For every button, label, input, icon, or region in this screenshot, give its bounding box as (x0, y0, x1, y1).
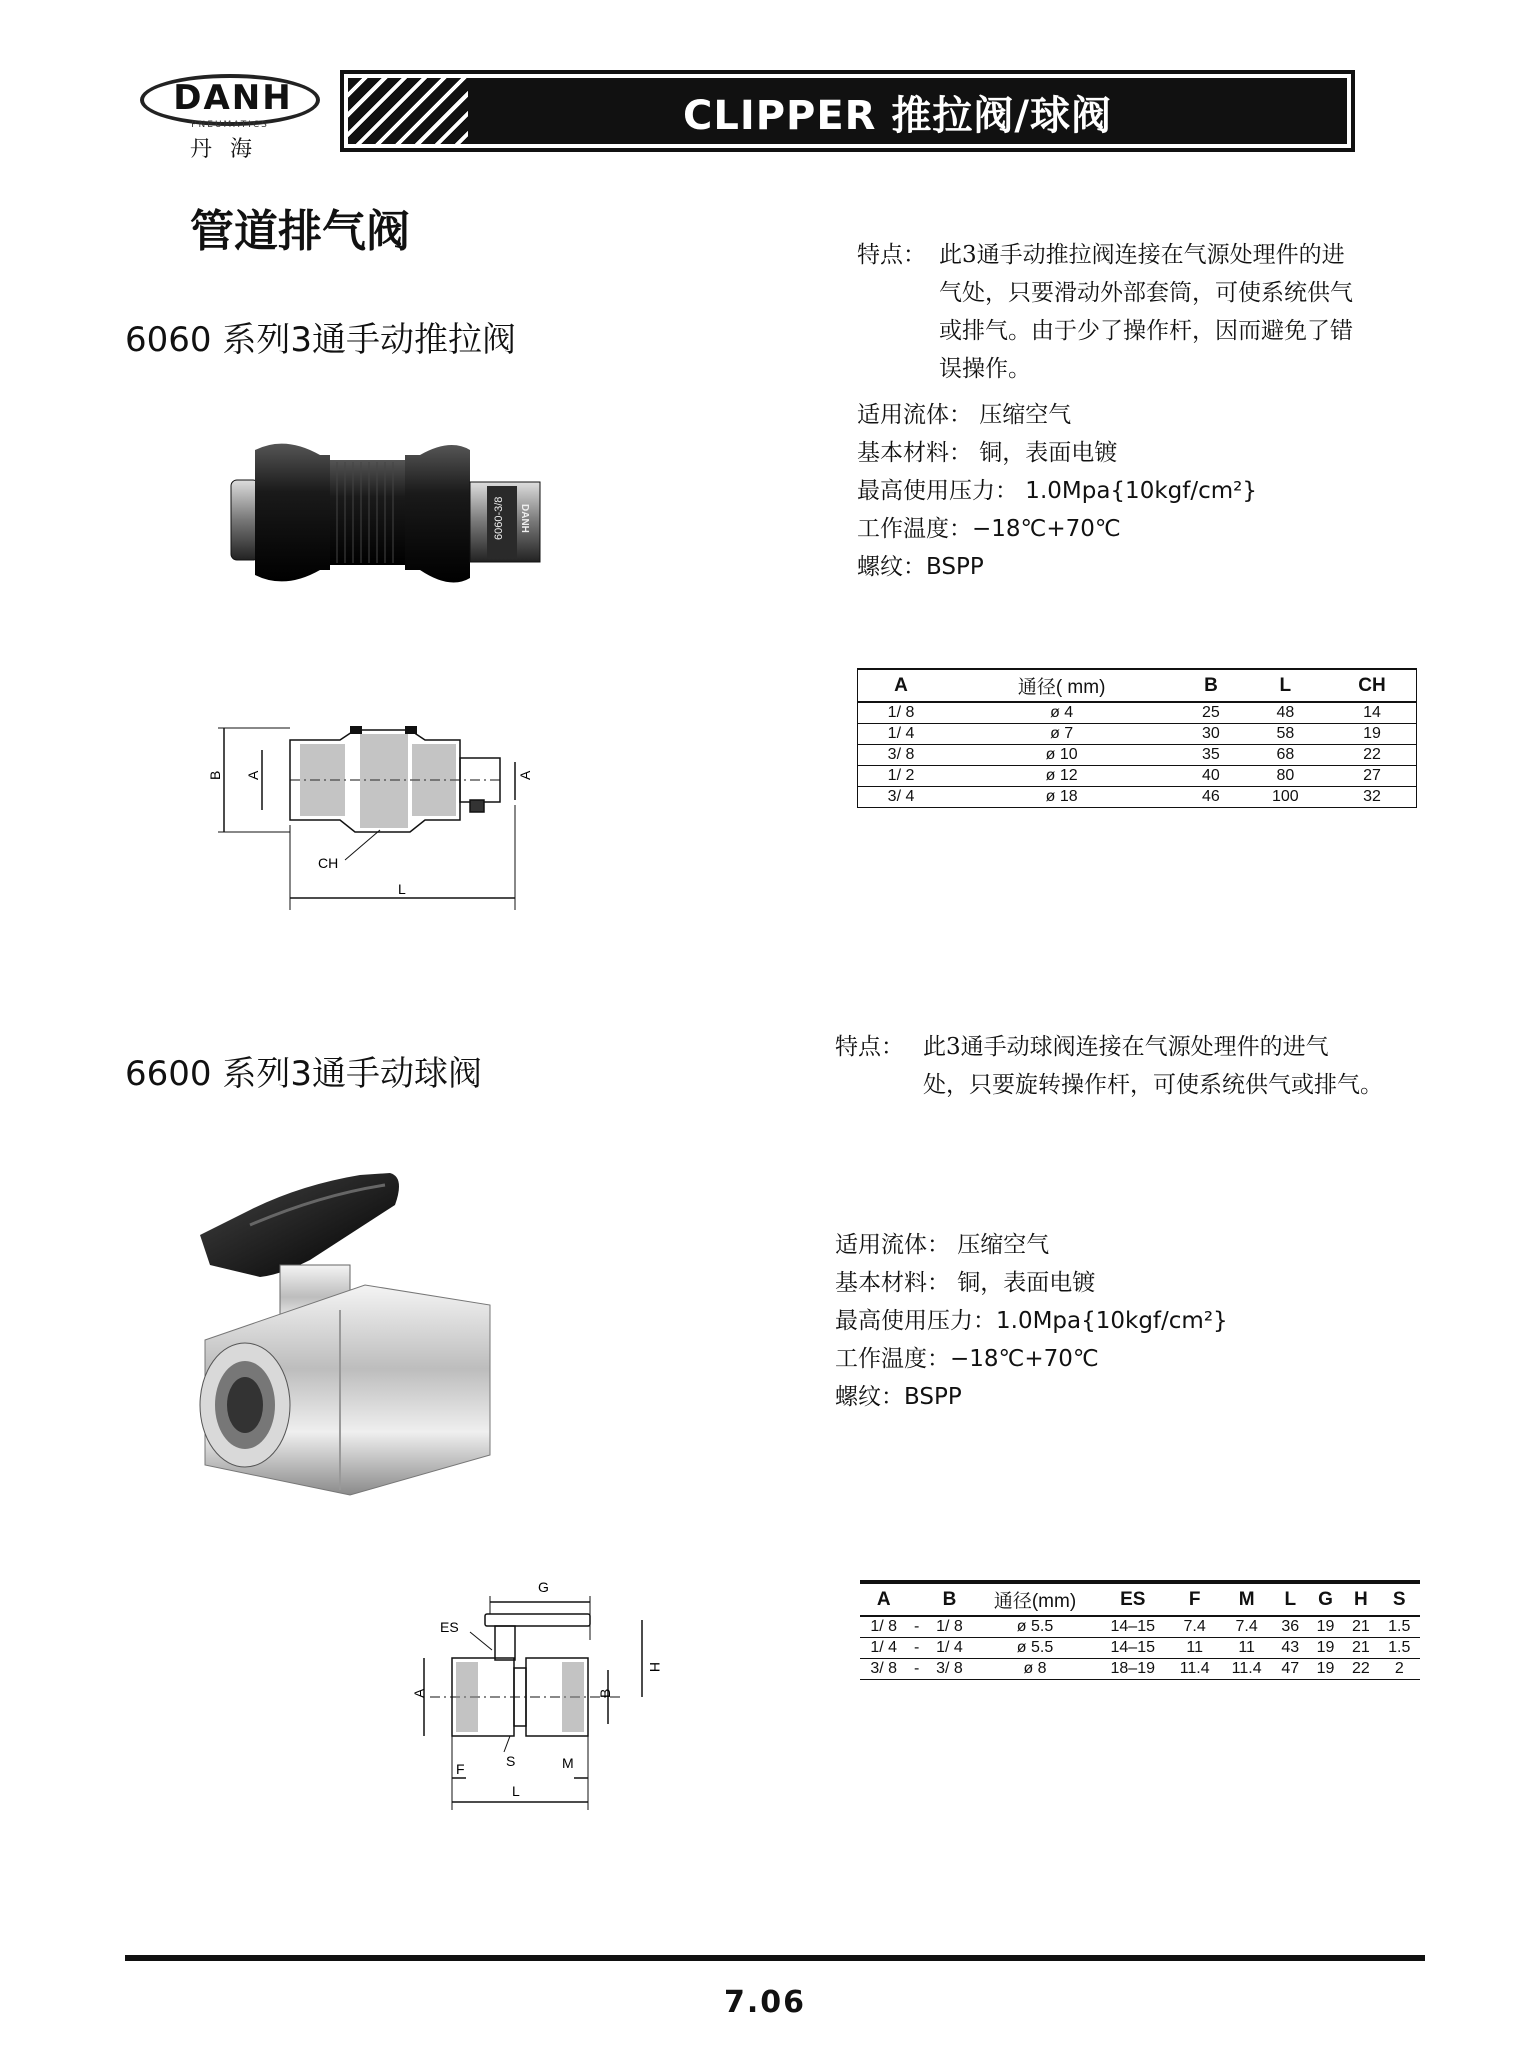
spec-temperature: 工作温度：−18℃+70℃ (835, 1346, 1099, 1372)
features-text (939, 236, 1353, 388)
table-header-row (858, 669, 1417, 702)
table-cell: 18–19 (1097, 1658, 1169, 1679)
series-6600-spec-table (860, 1580, 1420, 1680)
table-cell: - (907, 1658, 925, 1679)
col-header: B (926, 1582, 973, 1616)
brand-logo (140, 74, 326, 164)
col-header: M (1221, 1582, 1273, 1616)
spec-thread: 螺纹：BSPP (857, 554, 984, 580)
dim-label-h: H (647, 1662, 663, 1673)
table-cell: 68 (1243, 744, 1328, 765)
spec-temperature: 工作温度：−18℃+70℃ (857, 516, 1121, 542)
table-cell: 1/ 4 (926, 1637, 973, 1658)
spec-pressure: 最高使用压力：1.0Mpa{10kgf/cm²} (835, 1308, 1228, 1334)
page-number: 7.06 (723, 1985, 807, 2020)
table-cell: 11.4 (1221, 1658, 1273, 1679)
spec-thread: 螺纹：BSPP (835, 1384, 962, 1410)
dim-label-s: S (506, 1753, 516, 1769)
col-header: L (1243, 669, 1328, 702)
table-cell: ø 8 (973, 1658, 1097, 1679)
table-cell: 48 (1243, 702, 1328, 723)
dim-label-m: M (562, 1755, 574, 1771)
features-text (923, 1028, 1383, 1104)
table-cell: - (907, 1616, 925, 1637)
table-row (858, 702, 1417, 723)
table-cell: 1/ 8 (926, 1616, 973, 1637)
table-cell: ø 10 (944, 744, 1179, 765)
dim-label-b: B (597, 1688, 613, 1698)
spec-fluid: 适用流体： 压缩空气 (857, 402, 1072, 428)
table-cell: 22 (1328, 744, 1416, 765)
dim-label-b: B (207, 770, 223, 780)
spec-pressure: 最高使用压力： 1.0Mpa{10kgf/cm²} (857, 478, 1257, 504)
push-pull-valve-drawing (200, 700, 540, 930)
table-cell: 40 (1179, 765, 1242, 786)
table-cell: 14 (1328, 702, 1416, 723)
table-cell: 1/ 4 (858, 723, 945, 744)
dim-label-a-right: A (517, 770, 533, 780)
table-cell: 1/ 8 (860, 1616, 907, 1637)
dim-label-a: A (245, 770, 261, 780)
table-cell: 58 (1243, 723, 1328, 744)
table-cell: 2 (1379, 1658, 1420, 1679)
table-header-row (860, 1582, 1420, 1616)
logo-chinese-name: 丹海 (189, 137, 270, 162)
col-header: L (1273, 1582, 1308, 1616)
table-cell: 11.4 (1169, 1658, 1221, 1679)
table-cell: 32 (1328, 786, 1416, 807)
series-6060-features (857, 236, 1417, 396)
features-line: 处，只要旋转操作杆，可使系统供气或排气。 (923, 1072, 1383, 1098)
series-6600-specs (835, 1226, 1228, 1416)
product-model-label: 6060-3/8 (493, 496, 505, 540)
table-cell: 19 (1328, 723, 1416, 744)
push-pull-valve-photo (225, 420, 545, 610)
col-header: H (1343, 1582, 1378, 1616)
dim-label-g: G (538, 1579, 549, 1595)
table-cell: 46 (1179, 786, 1242, 807)
table-cell: 1.5 (1379, 1637, 1420, 1658)
table-row (860, 1616, 1420, 1637)
title-banner (340, 70, 1355, 152)
table-cell: ø 5.5 (973, 1616, 1097, 1637)
ball-valve-drawing (400, 1579, 663, 1830)
table-row (858, 744, 1417, 765)
table-row (858, 765, 1417, 786)
table-cell: 36 (1273, 1616, 1308, 1637)
table-row (860, 1637, 1420, 1658)
col-header: F (1169, 1582, 1221, 1616)
col-header: A (858, 669, 945, 702)
table-row (860, 1658, 1420, 1679)
table-cell: - (907, 1637, 925, 1658)
dim-label-l: L (512, 1783, 520, 1799)
col-header: ES (1097, 1582, 1169, 1616)
series-6060-specs (857, 396, 1257, 586)
col-header: CH (1328, 669, 1416, 702)
features-line: 或排气。由于少了操作杆，因而避免了错 (939, 318, 1353, 344)
table-cell: ø 4 (944, 702, 1179, 723)
col-header (907, 1582, 925, 1616)
table-cell: 7.4 (1169, 1616, 1221, 1637)
table-cell: 22 (1343, 1658, 1378, 1679)
table-cell: ø 18 (944, 786, 1179, 807)
footer-rule (125, 1955, 1425, 1961)
table-cell: 100 (1243, 786, 1328, 807)
table-cell: ø 7 (944, 723, 1179, 744)
table-cell: 19 (1308, 1658, 1343, 1679)
table-cell: 14–15 (1097, 1616, 1169, 1637)
banner-stripes (348, 78, 468, 144)
table-cell: 3/ 8 (858, 744, 945, 765)
table-cell: 21 (1343, 1616, 1378, 1637)
features-label: 特点： (857, 242, 926, 268)
dim-label-f: F (456, 1761, 465, 1777)
features-line: 此3通手动推拉阀连接在气源处理件的进 (939, 242, 1345, 268)
spec-fluid: 适用流体： 压缩空气 (835, 1232, 1050, 1258)
table-cell: 3/ 4 (858, 786, 945, 807)
table-cell: 25 (1179, 702, 1242, 723)
table-cell: 1/ 8 (858, 702, 945, 723)
table-cell: 14–15 (1097, 1637, 1169, 1658)
features-label: 特点： (835, 1034, 904, 1060)
table-cell: 21 (1343, 1637, 1378, 1658)
product-brand-label: DANH (519, 504, 530, 533)
col-header: B (1179, 669, 1242, 702)
ball-valve-photo (190, 1165, 520, 1500)
dim-label-es: ES (440, 1619, 459, 1635)
table-cell: 27 (1328, 765, 1416, 786)
logo-subtitle: PNEUMATICS (191, 120, 269, 130)
logo-wordmark: DANH (173, 78, 293, 118)
dim-label-a: A (411, 1688, 427, 1698)
features-line: 误操作。 (939, 356, 1031, 382)
page-heading: 管道排气阀 (190, 206, 410, 257)
table-cell: ø 12 (944, 765, 1179, 786)
table-cell: 19 (1308, 1637, 1343, 1658)
table-cell: 80 (1243, 765, 1328, 786)
dim-label-ch: CH (318, 855, 339, 871)
dim-label-l: L (398, 881, 406, 897)
table-cell: 11 (1169, 1637, 1221, 1658)
features-line: 气处，只要滑动外部套筒，可使系统供气 (939, 280, 1353, 306)
features-line: 此3通手动球阀连接在气源处理件的进气 (923, 1034, 1329, 1060)
table-cell: 1/ 4 (860, 1637, 907, 1658)
table-cell: 19 (1308, 1616, 1343, 1637)
table-cell: 3/ 8 (926, 1658, 973, 1679)
spec-material: 基本材料： 铜，表面电镀 (835, 1270, 1096, 1296)
col-header: A (860, 1582, 907, 1616)
banner-title: CLIPPER 推拉阀/球阀 (683, 93, 1113, 139)
col-header: 通径( mm) (944, 669, 1179, 702)
table-cell: 43 (1273, 1637, 1308, 1658)
table-cell: 1.5 (1379, 1616, 1420, 1637)
series-6060-title: 6060 系列3通手动推拉阀 (125, 320, 516, 360)
table-cell: 30 (1179, 723, 1242, 744)
table-row (858, 723, 1417, 744)
table-cell: 47 (1273, 1658, 1308, 1679)
series-6060-spec-table (857, 668, 1417, 808)
col-header: 通径(mm) (973, 1582, 1097, 1616)
table-cell: 35 (1179, 744, 1242, 765)
table-cell: 3/ 8 (860, 1658, 907, 1679)
table-cell: 1/ 2 (858, 765, 945, 786)
col-header: G (1308, 1582, 1343, 1616)
table-cell: 11 (1221, 1637, 1273, 1658)
table-row (858, 786, 1417, 807)
series-6600-title: 6600 系列3通手动球阀 (125, 1054, 482, 1094)
table-cell: ø 5.5 (973, 1637, 1097, 1658)
spec-material: 基本材料： 铜，表面电镀 (857, 440, 1118, 466)
series-6600-features (835, 1028, 1435, 1108)
col-header: S (1379, 1582, 1420, 1616)
table-cell: 7.4 (1221, 1616, 1273, 1637)
